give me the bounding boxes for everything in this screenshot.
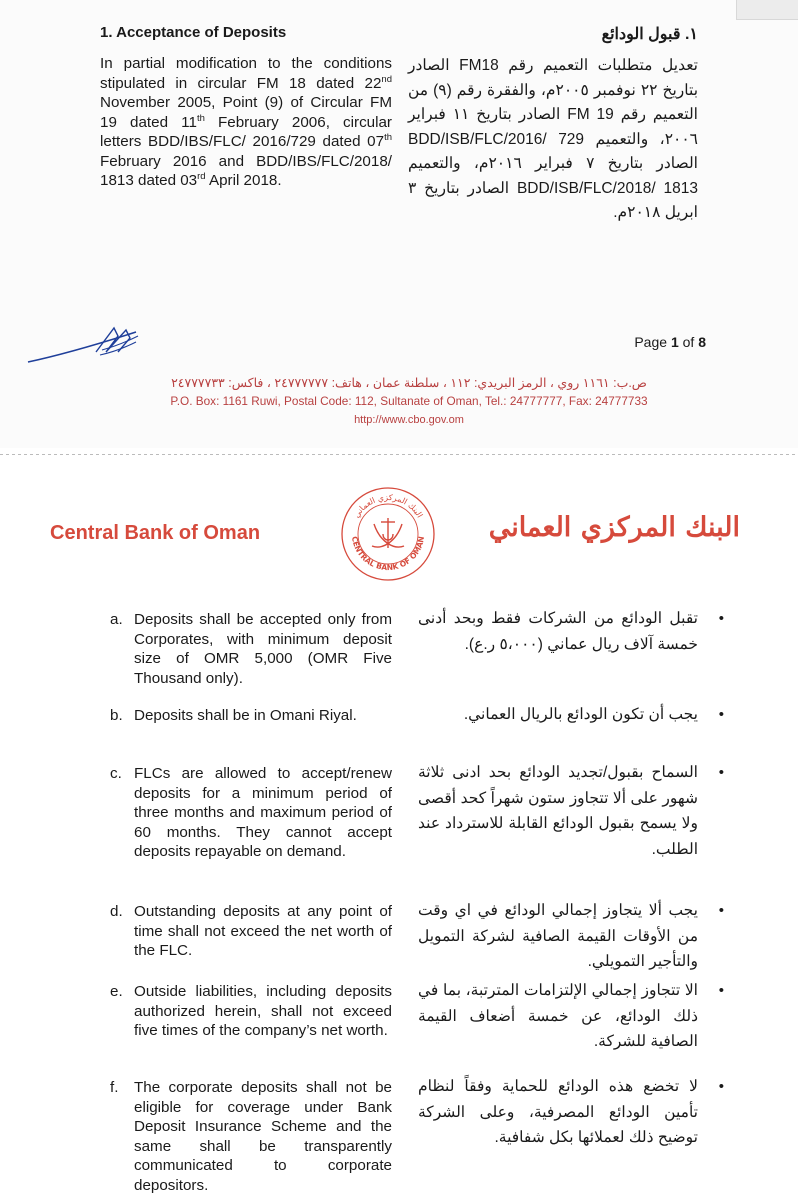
clause-text-ar: لا تخضع هذه الودائع للحماية وفقاً لنظام تأمين الودائع المصرفية، وعلى الشركة توضيح ذلك لعملائها بكل شفافية.	[418, 1078, 698, 1146]
bank-name-ar: البنك المركزي العماني	[488, 512, 740, 543]
clause-ar	[418, 606, 724, 657]
section-heading-ar: ١. قبول الودائع	[601, 26, 698, 43]
clause-text-en: Outstanding deposits at any point of time shall not exceed the net worth of the FLC.	[134, 903, 392, 959]
page-number: Page 1 of 8	[634, 334, 706, 350]
clause-letter: a.	[110, 611, 123, 628]
clause-en	[110, 764, 392, 862]
bank-emblem-icon	[338, 484, 438, 584]
clause-text-en: Deposits shall be accepted only from Corporates, with minimum deposit size of OMR 5,000 (OMR Five Thousand only).	[134, 611, 392, 687]
clause-text-en: FLCs are allowed to accept/renew deposits for a minimum period of three months and maximum period of 60 months. They cannot accept deposits repayable on demand.	[134, 765, 392, 860]
clause-ar	[418, 760, 724, 862]
clause-letter: e.	[110, 983, 123, 1000]
clause-en	[110, 1078, 392, 1195]
handwritten-signature	[26, 322, 141, 366]
bank-name-en: Central Bank of Oman	[50, 522, 261, 544]
bullet-icon: •	[718, 764, 724, 781]
bullet-icon: •	[718, 902, 724, 919]
section-paragraph-en: In partial modification to the conditions stipulated in circular FM 18 dated 22nd November 2005, Point (9) of Circular FM 19 dated 11th February 2006, circular letters BDD/IBS/FLC/ 2016/729 dated 07th February 2016 and BDD/IBS/FLC/2018/ 1813 dated 03rd April 2018.	[100, 55, 392, 189]
clause-ar	[418, 1074, 724, 1151]
clause-letter: c.	[110, 765, 122, 782]
bullet-icon: •	[718, 610, 724, 627]
clause-text-ar: يجب أن تكون الودائع بالريال العماني.	[463, 706, 698, 723]
bullet-icon: •	[718, 982, 724, 999]
clause-text-en: The corporate deposits shall not be eligible for coverage under Bank Deposit Insurance Scheme and the same shall be transparently communicated to corporate depositors.	[134, 1079, 392, 1194]
page-1	[0, 0, 798, 448]
clause-text-en: Outside liabilities, including deposits authorized herein, shall not exceed five times of the company’s net worth.	[134, 983, 392, 1039]
clause-letter: d.	[110, 903, 123, 920]
section-heading-en: 1. Acceptance of Deposits	[100, 24, 287, 41]
clause-letter: b.	[110, 707, 123, 724]
clause-en	[110, 610, 392, 688]
footer-address-en: P.O. Box: 1161 Ruwi, Postal Code: 112, Sultanate of Oman, Tel.: 24777777, Fax: 24777733	[170, 394, 648, 408]
svg-text:البنك المركزي العماني: البنك المركزي العماني	[351, 492, 425, 520]
footer-address-ar: ص.ب: ١١٦١ روي ، الرمز البريدي: ١١٢ ، سلطنة عمان ، هاتف: ٢٤٧٧٧٧٧٧ ، فاكس: ٢٤٧٧٧٧٣٣	[171, 376, 647, 390]
clause-text-ar: السماح بقبول/تجديد الودائع بحد ادنى ثلاثة شهور على ألا تتجاوز ستون شهراً كحد أقصى ولا يسمح بقبول الودائع القابلة للاسترداد عند الطلب.	[418, 764, 698, 858]
clause-ar	[418, 702, 724, 728]
clause-text-en: Deposits shall be in Omani Riyal.	[134, 707, 357, 724]
clause-letter: f.	[110, 1079, 119, 1096]
clause-ar	[418, 898, 724, 975]
clause-text-ar: يجب ألا يتجاوز إجمالي الودائع في اي وقت من الأوقات القيمة الصافية لشركة التمويل والتأجير التمويلي.	[418, 902, 698, 970]
clause-text-ar: الا تتجاوز إجمالي الإلتزامات المترتبة، بما في ذلك الودائع، عن خمسة أضعاف القيمة الصافية للشركة.	[418, 982, 698, 1050]
bullet-icon: •	[718, 706, 724, 723]
svg-text:CENTRAL BANK OF OMAN: CENTRAL BANK OF OMAN	[350, 535, 427, 573]
page-separator	[0, 448, 798, 460]
clause-en	[110, 706, 392, 726]
page-corner-tab	[736, 0, 798, 20]
bullet-icon: •	[718, 1078, 724, 1095]
section-paragraph-ar: تعديل متطلبات التعميم رقم FM18 الصادر بتاريخ ٢٢ نوفمبر ٢٠٠٥م، والفقرة رقم (٩) من التعميم رقم FM 19 الصادر بتاريخ ١١ فبراير ٢٠٠٦، والتعميم BDD/ISB/FLC/2016/ 729 الصادر بتاريخ ٧ فبراير ٢٠١٦م، والتعميم BDD/ISB/FLC/2018/ 1813 الصادر بتاريخ ٣ ابريل ٢٠١٨م.	[408, 57, 699, 221]
clause-en	[110, 902, 392, 961]
footer-website-link[interactable]: http://www.cbo.gov.om	[354, 414, 464, 426]
clause-text-ar: تقبل الودائع من الشركات فقط وبحد أدنى خمسة آلاف ريال عماني (٥،٠٠٠ ر.ع).	[418, 610, 698, 653]
clause-en	[110, 982, 392, 1041]
clause-ar	[418, 978, 724, 1055]
page-2	[0, 460, 798, 1200]
